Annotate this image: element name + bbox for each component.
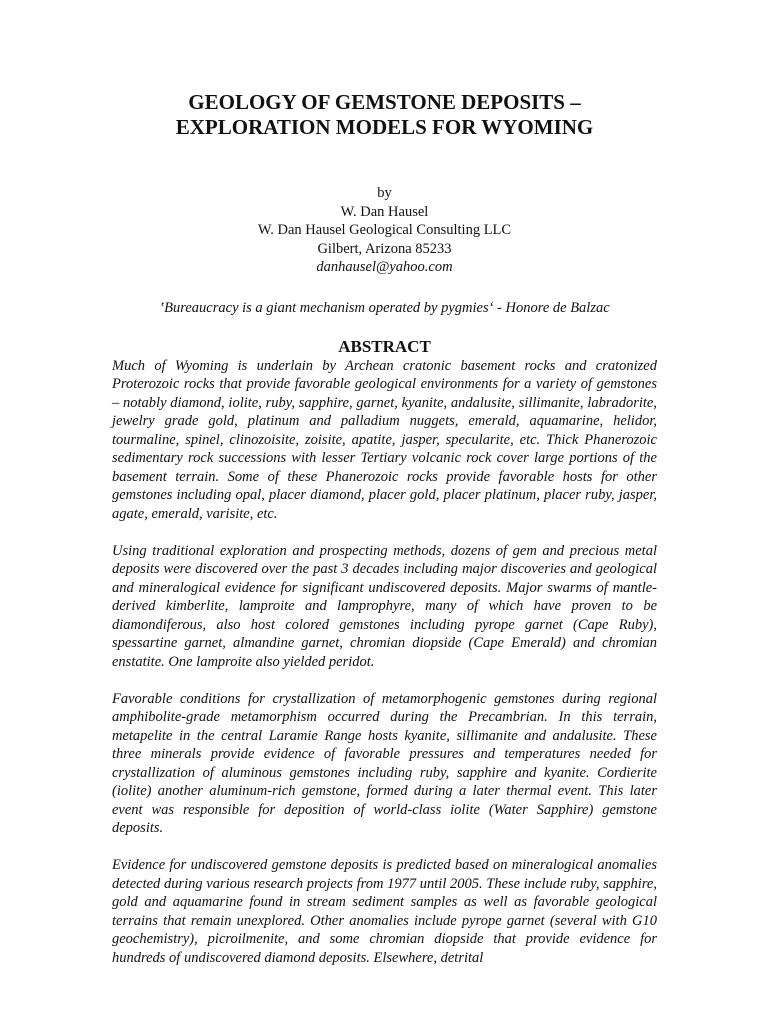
byline (112, 184, 657, 277)
abstract-body (112, 357, 657, 968)
author-email: danhausel@yahoo.com (316, 259, 453, 275)
author-company: W. Dan Hausel Geological Consulting LLC (257, 222, 512, 238)
epigraph-quote: ‛Bureaucracy is a giant mechanism operated by pygmies‘ - Honore de Balzac (159, 299, 610, 316)
document-title (112, 90, 657, 140)
abstract-paragraph: Much of Wyoming is underlain by Archean cratonic basement rocks and cratonized Proterozoic rocks that provide favorable geological environments for a variety of gemstones – notably diamond, iolite, ruby, sapphire, garnet, kyanite, andalusite, sillimanite, labradorite, jewelry grade gold, platinum and palladium nuggets, emerald, aquamarine, helidor, tourmaline, spinel, clinozoisite, zoisite, apatite, jasper, specularite, etc. Thick Phanerozoic sedimentary rock successions with lesser Tertiary volcanic rock cover large portions of the basement terrain. Some of these Phanerozoic rocks provide favorable hosts for other gemstones including opal, placer diamond, placer gold, placer platinum, placer ruby, jasper, agate, emerald, varisite, etc. (112, 357, 657, 522)
title-line-1: GEOLOGY OF GEMSTONE DEPOSITS – (188, 90, 581, 114)
author-name: W. Dan Hausel (340, 203, 429, 220)
byline-by: by (377, 185, 392, 201)
author-location: Gilbert, Arizona 85233 (317, 240, 452, 257)
abstract-paragraph: Using traditional exploration and prospecting methods, dozens of gem and precious metal deposits were discovered over the past 3 decades including major discoveries and geological and mineralogical evidence for significant undiscovered deposits. Major swarms of mantle-derived kimberlite, lamproite and lamprophyre, many of which have proven to be diamondiferous, also host colored gemstones including pyrope garnet (Cape Ruby), spessartine garnet, almandine garnet, chromian diopside (Cape Emerald) and chromian enstatite. One lamproite also yielded peridot. (112, 542, 657, 670)
abstract-paragraph: Favorable conditions for crystallization of metamorphogenic gemstones during regional amphibolite-grade metamorphism occurred during the Precambrian. In this terrain, metapelite in the central Laramie Range hosts kyanite, sillimanite and andalusite. These three minerals provide evidence of favorable pressures and temperatures needed for crystallization of aluminous gemstones including ruby, sapphire and kyanite. Cordierite (iolite) another aluminum-rich gemstone, formed during a later thermal event. This later event was responsible for deposition of world-class iolite (Water Sapphire) gemstone deposits. (112, 690, 657, 836)
title-line-2: EXPLORATION MODELS FOR WYOMING (175, 115, 594, 139)
abstract-paragraph: Evidence for undiscovered gemstone deposits is predicted based on mineralogical anomalies detected during various research projects from 1977 until 2005. These include ruby, sapphire, gold and aquamarine found in stream sediment samples as well as favorable geological terrains that remain unexplored. Other anomalies include pyrope garnet (several with G10 geochemistry), picroilmenite, and some chromian diopside that provide evidence for hundreds of undiscovered diamond deposits. Elsewhere, detrital (112, 857, 657, 966)
abstract-heading: ABSTRACT (338, 336, 431, 356)
